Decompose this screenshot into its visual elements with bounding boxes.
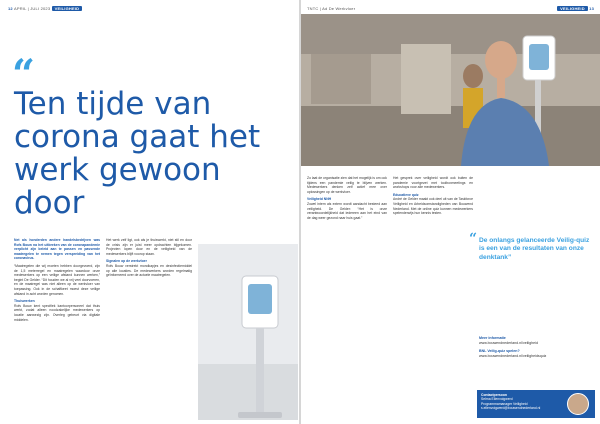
pull-quote: De onlangs gelanceerde Veilig-quiz is een van de resultaten van onze denktank”	[479, 237, 590, 261]
page-number: 13	[589, 6, 594, 11]
article-paragraph: Zowel intern als extern wordt aandacht besteed aan veiligheid. De Gelder: “Het is onze verantwoordelijkheid dat iedereen aan het eind van de dag weer gezond naar huis gaat.”	[307, 201, 387, 220]
right-page-title: TNTC | Ad De Werkvloer	[307, 6, 356, 11]
section-badge: VEILIGHEID	[52, 6, 83, 11]
article-subheading: Educatieve quiz	[393, 192, 419, 197]
issue-label: APRIL | JULI 2023	[13, 6, 51, 11]
article-paragraph: Rofs Bouw verstrekt mondkapjes en desinfectiemiddel op alle locaties. De medewerkers worden regelmatig geïnformeerd over de actuele maatregelen.	[106, 263, 192, 278]
contact-email[interactable]: s.ellenvoigwerd@bouwendnederland.nl	[481, 406, 541, 411]
headline-quote-mark: “	[12, 51, 36, 98]
left-page-header	[8, 6, 82, 11]
workshop-portrait-photo	[301, 14, 600, 166]
dispenser-photo	[198, 244, 298, 420]
info-label: Meer informatie	[479, 336, 506, 340]
contact-box	[477, 390, 595, 418]
article-column-3	[307, 176, 387, 223]
pull-quote-mark: “	[469, 231, 478, 247]
info-link[interactable]: www.bouwendnederland.nl/veiligheid	[479, 341, 538, 345]
headline: Ten tijde van corona gaat het werk gewoon door	[14, 86, 261, 221]
article-subheading: Signalen op de werkvloer	[106, 259, 147, 264]
contact-text	[481, 393, 563, 411]
article-intro: Net als honderden andere handelsbedrijven was Rofs Bouw na het uitbreken van de coronapandemie verplicht zijn beleid aan te passen en passende maatregelen te nemen tegen verspreiding van het coronavirus.	[14, 238, 100, 261]
article-paragraph: André de Gelder maakt ook deel uit van de Taskforce Veiligheid en Arbeidsomstandigheden van Bouwend Nederland. Met de online quiz kunnen medewerkers spelenderwijs hun kennis testen.	[393, 197, 473, 216]
info-link[interactable]: www.bouwendnederland.nl/veiligheidsquiz	[479, 354, 547, 358]
article-paragraph: Het gesprek over veiligheid wordt ook buiten de pandemie voortgezet met toolboxmeetings en workshops voor alle medewerkers.	[393, 176, 473, 190]
contact-heading: Contactpersoon	[481, 393, 507, 397]
article-subheading: Thuiswerken	[14, 299, 35, 304]
article-paragraph: Zo laat de organisatie zien dat het mogelijk is om ook tijdens een pandemie veilig te blijven werken. Medewerkers denken zelf actief mee over oplossingen op de werkvloer.	[307, 176, 387, 194]
article-subheading: Veiligheid NNH	[307, 197, 332, 202]
contact-name: Selma Ellenvoigwerd	[481, 397, 513, 402]
section-badge: VEILIGHEID	[557, 6, 588, 11]
info-label: BNL Veilig-quiz spelen?	[479, 349, 520, 353]
article-column-2	[106, 238, 192, 281]
article-paragraph: “Maatregelen die wij moeten hebben doorgevoerd, zijn de 1,5 meterregel en maatregelen waardoor onze medewerkers op een veilige afstand kunnen werken,” begint De Gelder. “Dit houden we al vrij veel doorvoeren, en de maatregel was niet alleen op de werkvloer van toepassing. Ook in de schaftkeet moest deze veilige afstand in acht worden genomen.	[14, 263, 100, 296]
info-box	[479, 336, 595, 359]
article-paragraph: Het werk zelf ligt, ook als je thuiswerkt, niet stil en door de crisis zijn er juist meer opdrachten bijgekomen. Projecten lopen door en de veiligheid van de medewerkers blijft voorop staan.	[106, 238, 192, 256]
page-number: 12	[8, 6, 13, 11]
avatar	[567, 393, 589, 415]
right-page-header	[557, 6, 594, 11]
article-column-1	[14, 238, 100, 325]
left-page	[0, 0, 299, 424]
article-paragraph: Rofs Bouw kent specifiek kantoorpersoneel dat thuis werkt, zodat alleen noodzakelijke medewerkers op locatie aanwezig zijn. Overleg gebeurt via digitale middelen.	[14, 303, 100, 322]
right-page	[301, 0, 600, 424]
article-column-4	[393, 176, 473, 219]
contact-role: Programmamanager Veiligheid	[481, 401, 528, 406]
